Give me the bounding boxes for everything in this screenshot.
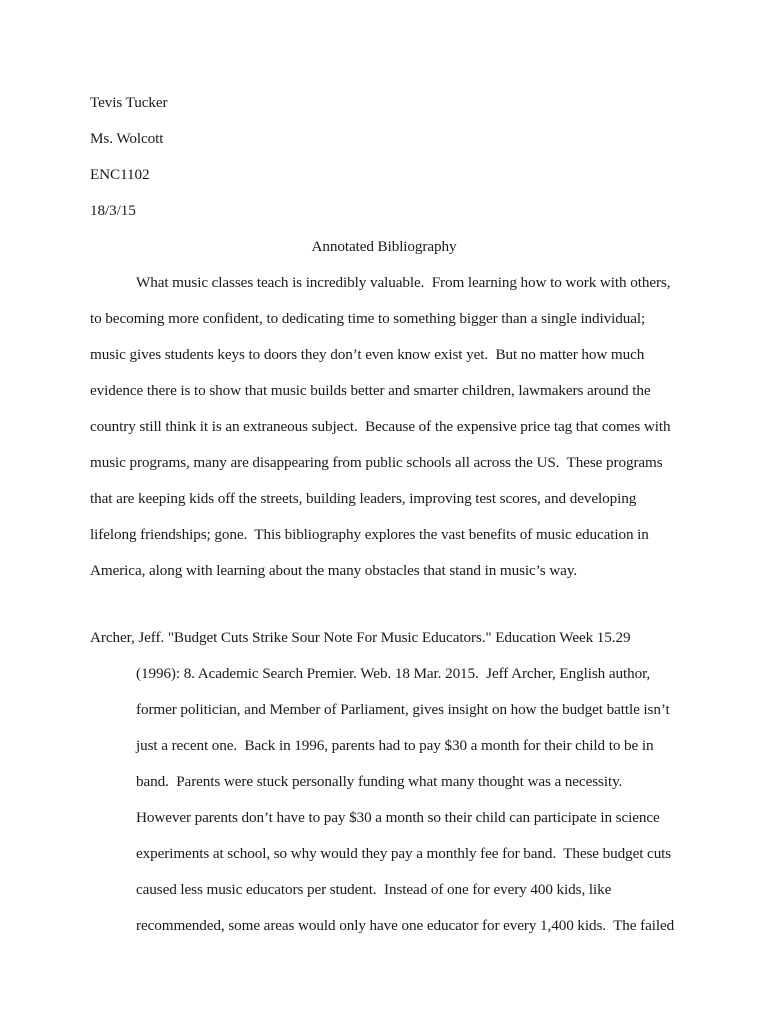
date: 18/3/15 xyxy=(90,202,136,219)
annotation-line: (1996): 8. Academic Search Premier. Web. 18 Mar. 2015. Jeff Archer, English author, xyxy=(136,665,651,682)
paragraph-line: What music classes teach is incredibly valuable. From learning how to work with others, xyxy=(136,274,671,291)
instructor-name: Ms. Wolcott xyxy=(90,130,164,147)
paragraph-line: music programs, many are disappearing from public schools all across the US. These programs xyxy=(90,454,663,471)
annotation-line: caused less music educators per student. Instead of one for every 400 kids, like xyxy=(136,881,612,898)
paragraph-line: to becoming more confident, to dedicating time to something bigger than a single individual; xyxy=(90,310,646,327)
annotation-line: recommended, some areas would only have one educator for every 1,400 kids. The failed xyxy=(136,917,675,934)
paragraph-line: country still think it is an extraneous subject. Because of the expensive price tag that comes with xyxy=(90,418,671,435)
annotation-line: experiments at school, so why would they pay a monthly fee for band. These budget cuts xyxy=(136,845,672,862)
course-code: ENC1102 xyxy=(90,166,150,183)
paragraph-line: lifelong friendships; gone. This bibliography explores the vast benefits of music education in xyxy=(90,526,649,543)
annotation-line: just a recent one. Back in 1996, parents had to pay $30 a month for their child to be in xyxy=(136,737,654,754)
citation-line: Archer, Jeff. "Budget Cuts Strike Sour Note For Music Educators." Education Week 15.29 xyxy=(90,629,631,646)
document-title: Annotated Bibliography xyxy=(311,238,457,255)
annotation-line: former politician, and Member of Parliament, gives insight on how the budget battle isn’t xyxy=(136,701,670,718)
annotation-line: band. Parents were stuck personally funding what many thought was a necessity. xyxy=(136,773,623,790)
paragraph-line: music gives students keys to doors they don’t even know exist yet. But no matter how much xyxy=(90,346,645,363)
paragraph-line: evidence there is to show that music builds better and smarter children, lawmakers around the xyxy=(90,382,651,399)
paragraph-line: America, along with learning about the many obstacles that stand in music’s way. xyxy=(90,562,578,579)
annotation-line: However parents don’t have to pay $30 a month so their child can participate in science xyxy=(136,809,660,826)
student-name: Tevis Tucker xyxy=(90,94,168,111)
paragraph-line: that are keeping kids off the streets, building leaders, improving test scores, and developing xyxy=(90,490,637,507)
